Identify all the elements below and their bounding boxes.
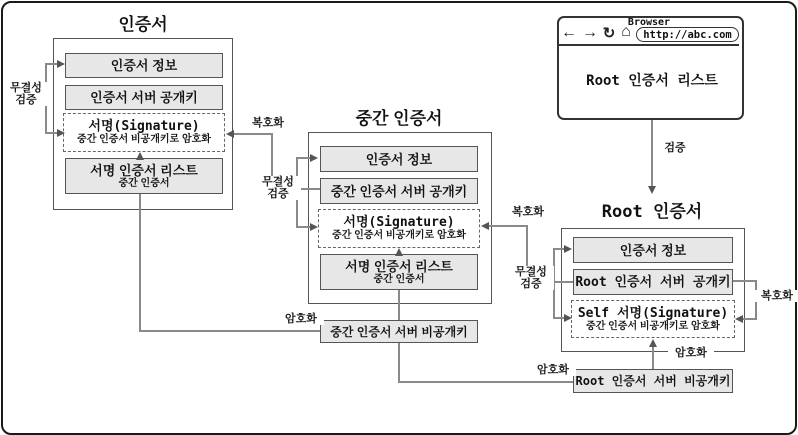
intermediate-integrity-arrow-bottom [310,223,318,231]
leaf-decrypt-label: 복호화 [243,117,293,129]
intermediate-cert-signature-row [318,209,480,248]
leaf-integrity-arrow-bottom [57,129,65,137]
mid-decrypt-arrow [481,222,489,230]
intermediate-integrity-line-top [296,157,311,159]
root-integrity-arrow-top [564,245,572,253]
leaf-integrity-label: 무결성 검증 [4,82,48,106]
mid-decrypt-label: 복호화 [503,206,553,218]
intermediate-cert-pubkey-label: 중간 인증서 서버 공개키 [330,183,468,199]
verify-label: 검증 [656,142,694,154]
root-decrypt-line-h1 [733,280,757,282]
browser-content-label: Root 인증서 리스트 [586,73,718,89]
root-integrity-arrow-bottom [564,314,572,322]
root-encrypt-arrow [649,339,657,347]
root-decrypt-line-h2 [742,318,757,320]
intermediate-list-subtitle: 중간 인증서 [373,273,425,285]
intermediate-cert-info-row [320,146,478,172]
intermediate-integrity-label: 무결성 검증 [255,176,301,200]
intermediate-integrity-arrow-top [310,154,318,162]
leaf-cert-pubkey-label: 인증서 서버 공개키 [90,90,198,105]
intermediate-integrity-line-bottom [296,226,311,228]
leaf-list-title: 서명 인증서 리스트 [90,162,198,178]
leaf-cert-signature-row [63,113,225,152]
leaf-cert-list-row [65,158,223,194]
leaf-list-subtitle: 중간 인증서 [118,177,170,189]
root-decrypt-label: 복호화 [754,290,798,302]
root-signature-title: Self 서명(Signature) [577,305,729,321]
leaf-encrypt-arrow [136,152,144,160]
root-integrity-label: 무결성 검증 [508,266,554,290]
intermediate-cert-info-label: 인증서 정보 [365,151,433,167]
leaf-cert-info-label: 인증서 정보 [110,58,178,73]
root-cert-pubkey-row [573,269,733,295]
back-icon: ← [561,24,577,41]
root-cert-title: Root 인증서 [601,202,703,222]
url-text: http://abc.com [643,28,732,41]
intermediate-cert-pubkey-row [320,178,478,204]
leaf-cert-pubkey-row [65,85,223,110]
root-private-key-box [573,369,733,393]
root-decrypt-arrow [735,315,743,323]
leaf-cert-info-row [65,53,223,78]
mid-decrypt-line-h2 [488,225,528,227]
leaf-encrypt-line-h [139,330,320,332]
leaf-decrypt-line-h2 [233,133,273,135]
refresh-icon: ↻ [602,25,616,42]
intermediate-cert-list-row [320,254,478,290]
leaf-integrity-arrow-top [57,60,65,68]
leaf-cert-title: 인증서 [118,15,168,34]
leaf-signature-title: 서명(Signature) [88,119,200,134]
mid-encrypt-arrow [395,248,403,256]
root-signature-subtitle: 중간 인증서 비공개키로 암호화 [586,320,720,332]
leaf-encrypt-label: 암호화 [278,313,324,325]
intermediate-cert-title: 중간 인증서 [355,109,443,128]
mid-encrypt-label: 암호화 [530,364,576,376]
root-encrypt-label: 암호화 [668,347,714,359]
intermediate-list-title: 서명 인증서 리스트 [345,258,453,274]
verify-arrow [648,186,656,194]
leaf-signature-subtitle: 중간 인증서 비공개키로 암호화 [77,134,211,145]
browser-toolbar-divider [558,44,739,46]
intermediate-signature-subtitle: 중간 인증서 비공개키로 암호화 [332,230,466,241]
leaf-decrypt-arrow [226,130,234,138]
mid-encrypt-line-h [398,381,573,383]
root-private-key-label: Root 인증서 서버 비공개키 [575,374,731,388]
forward-icon: → [582,24,598,41]
intermediate-signature-title: 서명(Signature) [343,215,455,230]
home-icon: ⌂ [621,23,631,40]
root-cert-info-row [573,237,733,263]
root-cert-info-label: 인증서 정보 [619,242,687,258]
browser-title: Browser [627,17,671,28]
intermediate-private-key-box [320,320,478,343]
intermediate-private-key-label: 중간 인증서 서버 비공개키 [330,324,468,339]
root-cert-signature-row [571,300,735,338]
url-bar [636,27,739,42]
root-cert-pubkey-label: Root 인증서 서버 공개키 [575,274,731,290]
